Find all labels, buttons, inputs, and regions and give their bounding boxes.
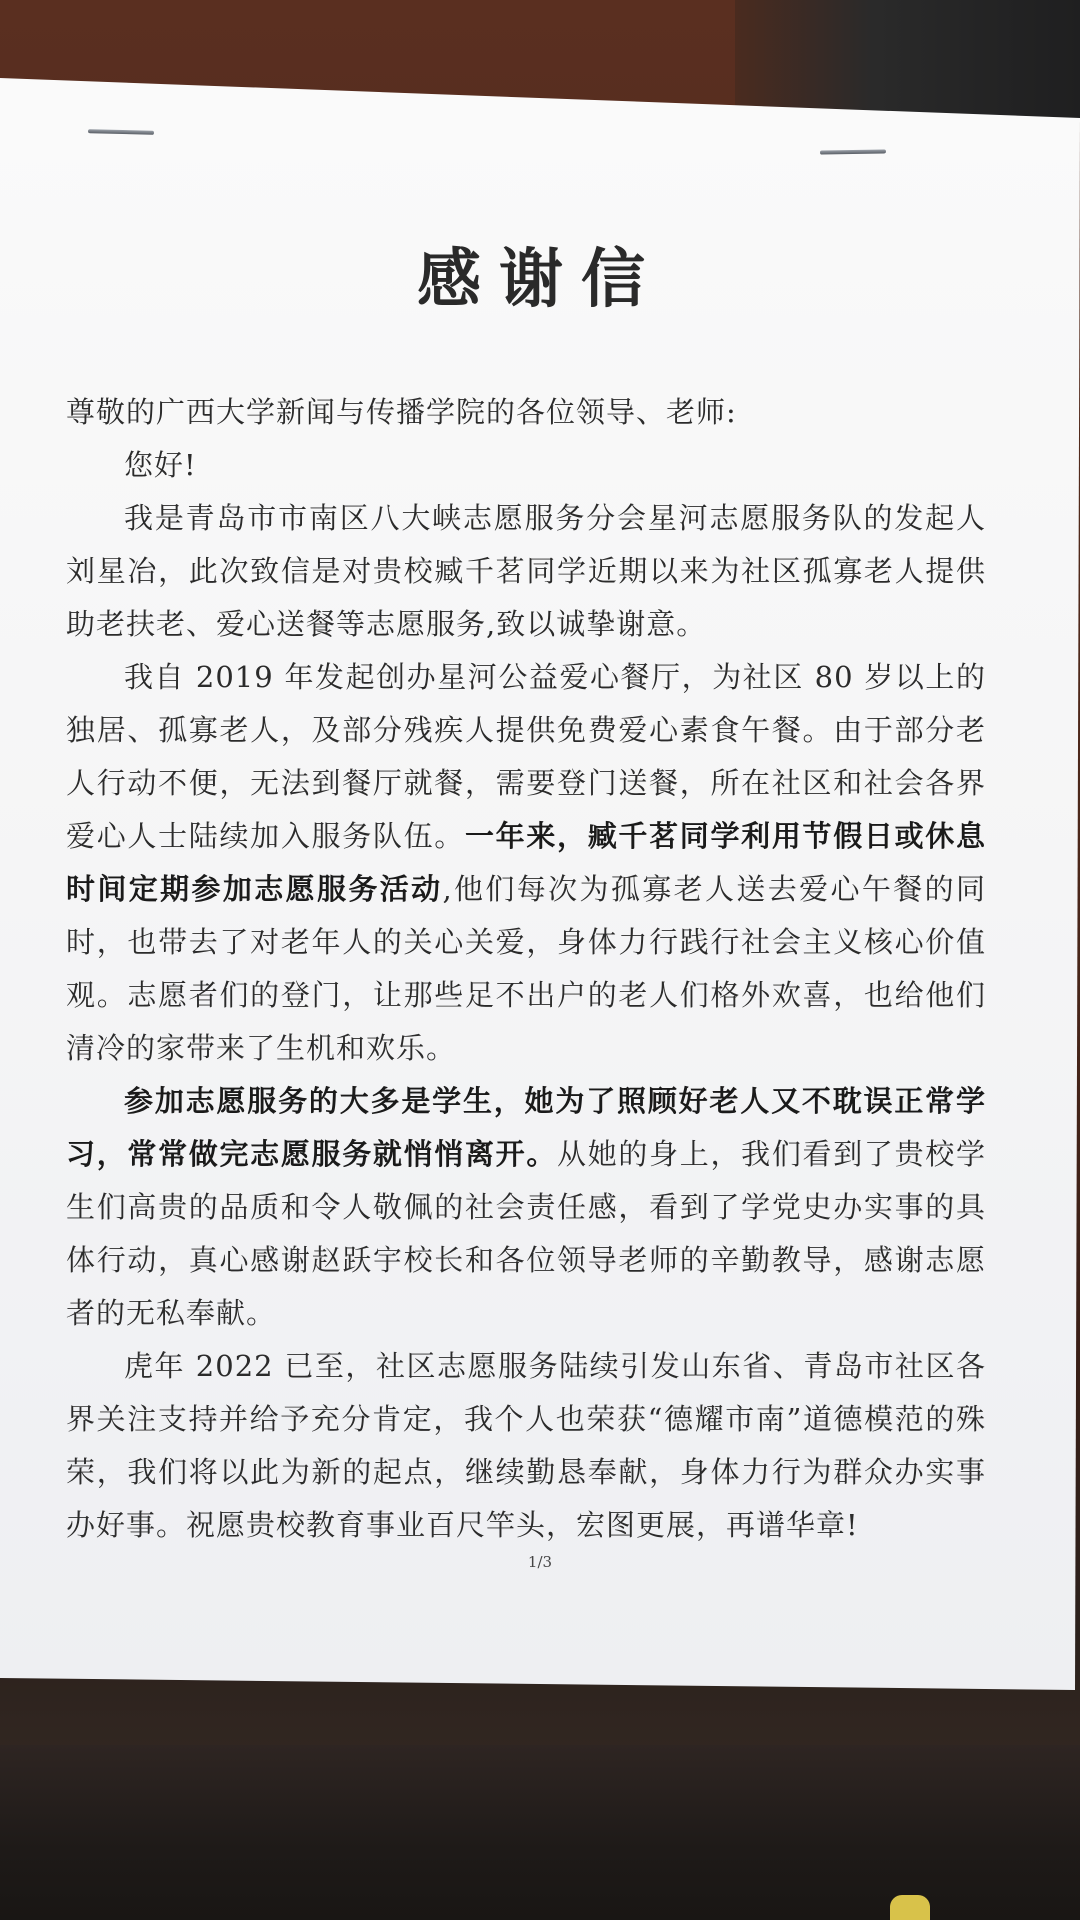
paragraph-2 [66,651,986,1075]
page-number: 1/3 [527,1553,553,1571]
paragraph-3 [66,1075,986,1340]
paragraph-2-bold: 一年来，臧千茗同学利用节假日或休息时间定期参加志愿服务活动 [66,819,986,906]
paragraph-2-part-a: 我自 2019 年发起创办星河公益爱心餐厅，为社区 80 岁以上的独居、孤寡老人，及部分残疾人提供免费爱心素食午餐。由于部分老人行动不便，无法到餐厅就餐，需要登门送餐，所在社区和社会各界爱心人士陆续加入服务队伍。 [66,660,986,853]
paragraph-4: 虎年 2022 已至，社区志愿服务陆续引发山东省、青岛市社区各界关注支持并给予充分肯定，我个人也荣获“德耀市南”道德模范的殊荣，我们将以此为新的起点，继续勤恳奉献，身体力行为群众办实事办好事。祝愿贵校教育事业百尺竿头，宏图更展，再谱华章! [66,1349,986,1542]
paragraph-1: 我是青岛市市南区八大峡志愿服务分会星河志愿服务队的发起人刘星冶，此次致信是对贵校臧千茗同学近期以来为社区孤寡老人提供助老扶老、爱心送餐等志愿服务,致以诚挚谢意。 [66,501,986,641]
paragraph-3-bold: 参加志愿服务的大多是学生，她为了照顾好老人又不耽误正常学习，常常做完志愿服务就悄悄离开。 [66,1084,986,1171]
greeting: 您好! [124,448,197,482]
letter-body [66,386,986,1552]
salutation: 尊敬的广西大学新闻与传播学院的各位领导、老师: [66,395,737,429]
letter-title: 感谢信 [417,242,663,317]
yellow-object [890,1895,930,1920]
paragraph-2-part-b: ,他们每次为孤寡老人送去爱心午餐的同时，也带去了对老年人的关心关爱，身体力行践行社会主义核心价值观。志愿者们的登门，让那些足不出户的老人们格外欢喜，也给他们清冷的家带来了生机和欢乐。 [66,872,986,1065]
paragraph-3-part-b: 从她的身上，我们看到了贵校学生们高贵的品质和令人敬佩的社会责任感，看到了学党史办实事的具体行动，真心感谢赵跃宇校长和各位领导老师的辛勤教导，感谢志愿者的无私奉献。 [66,1137,986,1330]
dark-background-corner [735,0,1080,120]
desk-bottom-shadow [0,1745,1080,1920]
